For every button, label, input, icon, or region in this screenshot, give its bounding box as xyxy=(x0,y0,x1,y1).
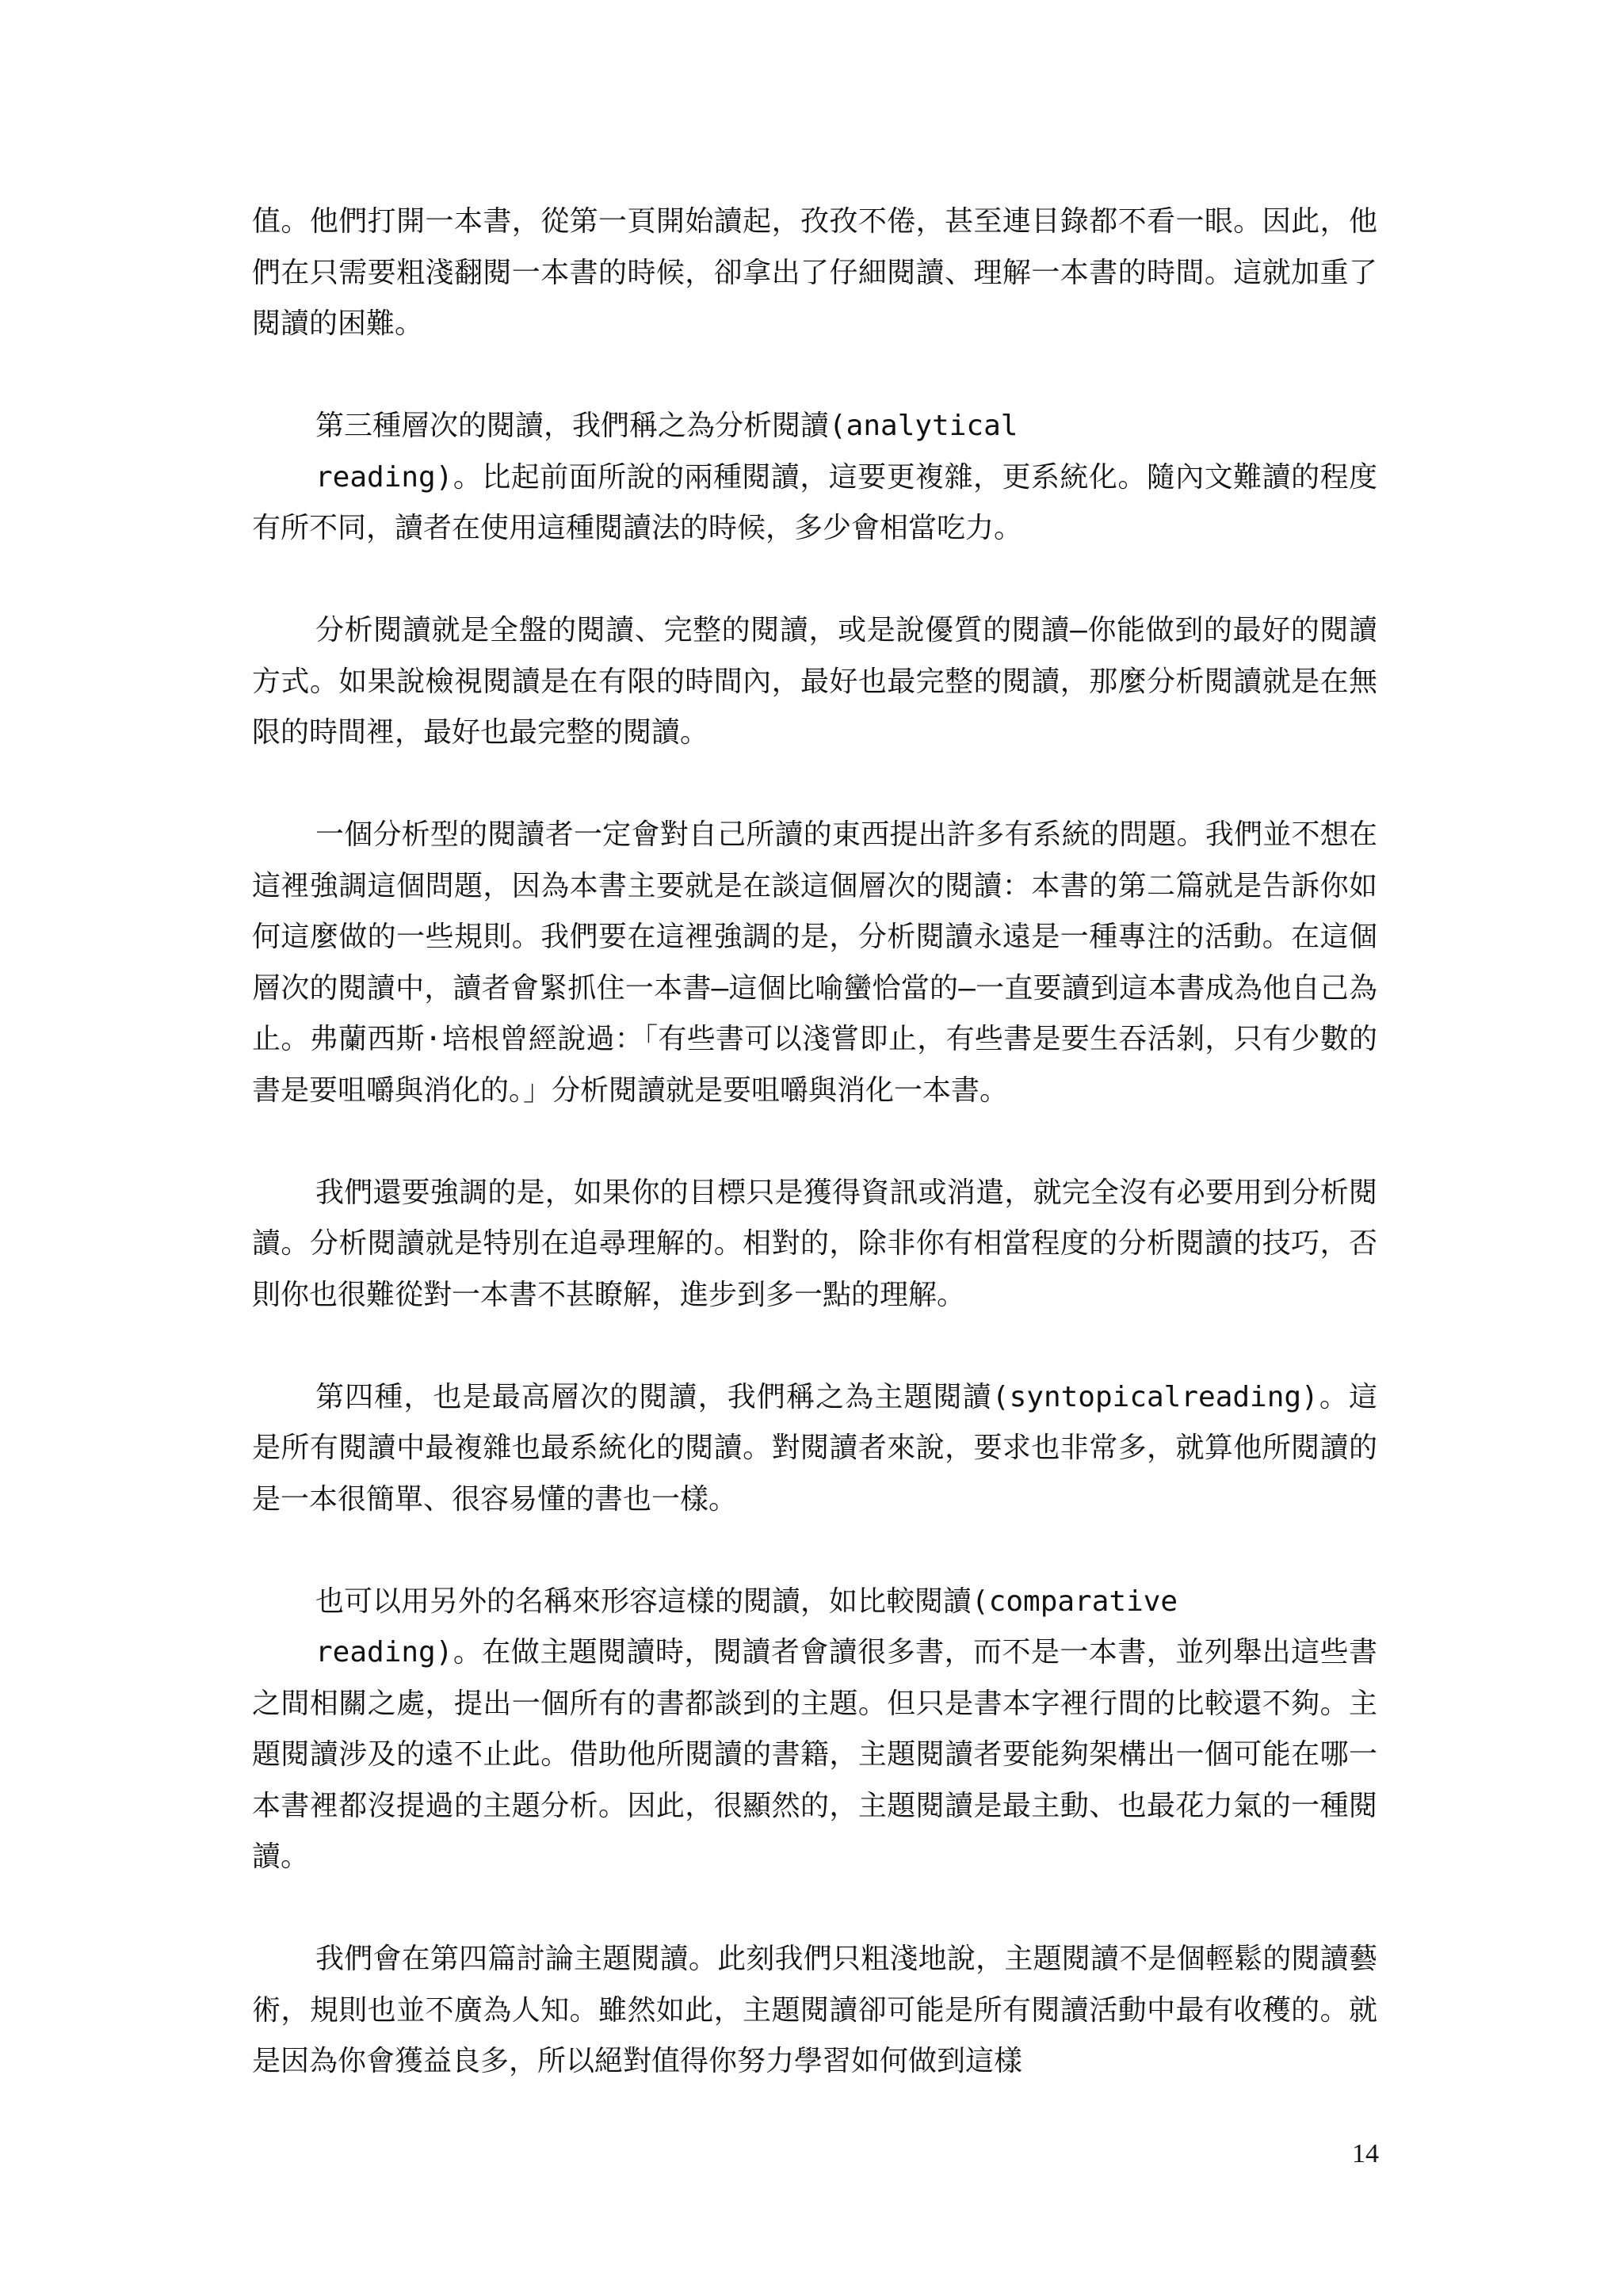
paragraph-7-continuation: reading)。在做主題閱讀時，閱讀者會讀很多書，而不是一本書，並列舉出這些書之間相關之處，提出一個所有的書都談到的主題。但只是書本字裡行間的比較還不夠。主題閱讀涉及的遠不止此。借助他所閱讀的書籍，主題閱讀者要能夠架構出一個可能在哪一本書裡都沒提過的主題分析。因此，很顯然的，主題閱讀是最主動、也最花力氣的一種閱讀。 xyxy=(252,1636,1377,1873)
paragraph-3-text: 分析閱讀就是全盤的閱讀、完整的閱讀，或是說優質的閱讀—你能做到的最好的閱讀方式。如果說檢視閱讀是在有限的時間內，最好也最完整的閱讀，那麼分析閱讀就是在無限的時間裡，最好也最完整的閱讀。 xyxy=(252,614,1377,749)
paragraph-8 xyxy=(252,1934,1377,2088)
paragraph-4-text: 一個分析型的閱讀者一定會對自己所讀的東西提出許多有系統的問題。我們並不想在這裡強調這個問題，因為本書主要就是在談這個層次的閱讀：本書的第二篇就是告訴你如何這麼做的一些規則。我們要在這裡強調的是，分析閱讀永遠是一種專注的活動。在這個層次的閱讀中，讀者會緊抓住一本書—這個比喻蠻恰當的—一直要讀到這本書成為他自己為止。弗蘭西斯·培根曾經說過：「有些書可以淺嘗即止，有些書是要生吞活剝，只有少數的書是要咀嚼與消化的。」分析閱讀就是要咀嚼與消化一本書。 xyxy=(252,818,1377,1107)
paragraph-5-text: 我們還要強調的是，如果你的目標只是獲得資訊或消遣，就完全沒有必要用到分析閱讀。分析閱讀就是特別在追尋理解的。相對的，除非你有相當程度的分析閱讀的技巧，否則你也很難從對一本書不甚瞭解，進步到多一點的理解。 xyxy=(252,1176,1377,1311)
paragraph-7-continuation-start xyxy=(252,1636,315,1669)
paragraph-3 xyxy=(252,605,1377,759)
paragraph-8-text: 我們會在第四篇討論主題閱讀。此刻我們只粗淺地說，主題閱讀不是個輕鬆的閱讀藝術，規則也並不廣為人知。雖然如此，主題閱讀卻可能是所有閱讀活動中最有收穫的。就是因為你會獲益良多，所以絕對值得你努力學習如何做到這樣 xyxy=(252,1943,1377,2077)
paragraph-2-continuation-start xyxy=(252,461,315,494)
paragraph-2-first-line: 第三種層次的閱讀，我們稱之為分析閱讀(analytical xyxy=(315,410,1018,442)
paragraph-1-text: 值。他們打開一本書，從第一頁開始讀起，孜孜不倦，甚至連目錄都不看一眼。因此，他們在只需要粗淺翻閱一本書的時候，卻拿出了仔細閱讀、理解一本書的時間。這就加重了閱讀的困難。 xyxy=(252,205,1377,340)
paragraph-2-continuation: reading)。比起前面所說的兩種閱讀，這要更複雜，更系統化。隨內文難讀的程度有所不同，讀者在使用這種閱讀法的時候，多少會相當吃力。 xyxy=(252,460,1377,544)
paragraph-7-first-line: 也可以用另外的名稱來形容這樣的閱讀，如比較閱讀(comparative xyxy=(315,1585,1178,1618)
paragraph-5 xyxy=(252,1168,1377,1322)
paragraph-6 xyxy=(252,1372,1377,1526)
paragraph-4 xyxy=(252,810,1377,1116)
paragraph-7 xyxy=(252,1577,1377,1883)
paragraph-1 xyxy=(252,196,1377,350)
paragraph-6-text: 第四種，也是最高層次的閱讀，我們稱之為主題閱讀(syntopicalreading)。這是所有閱讀中最複雜也最系統化的閱讀。對閱讀者來說，要求也非常多，就算他所閱讀的是一本很簡單、很容易懂的書也一樣。 xyxy=(252,1380,1377,1516)
page-number: 14 xyxy=(1352,2139,1379,2168)
paragraph-2 xyxy=(252,401,1377,555)
body-text xyxy=(252,196,1377,2138)
